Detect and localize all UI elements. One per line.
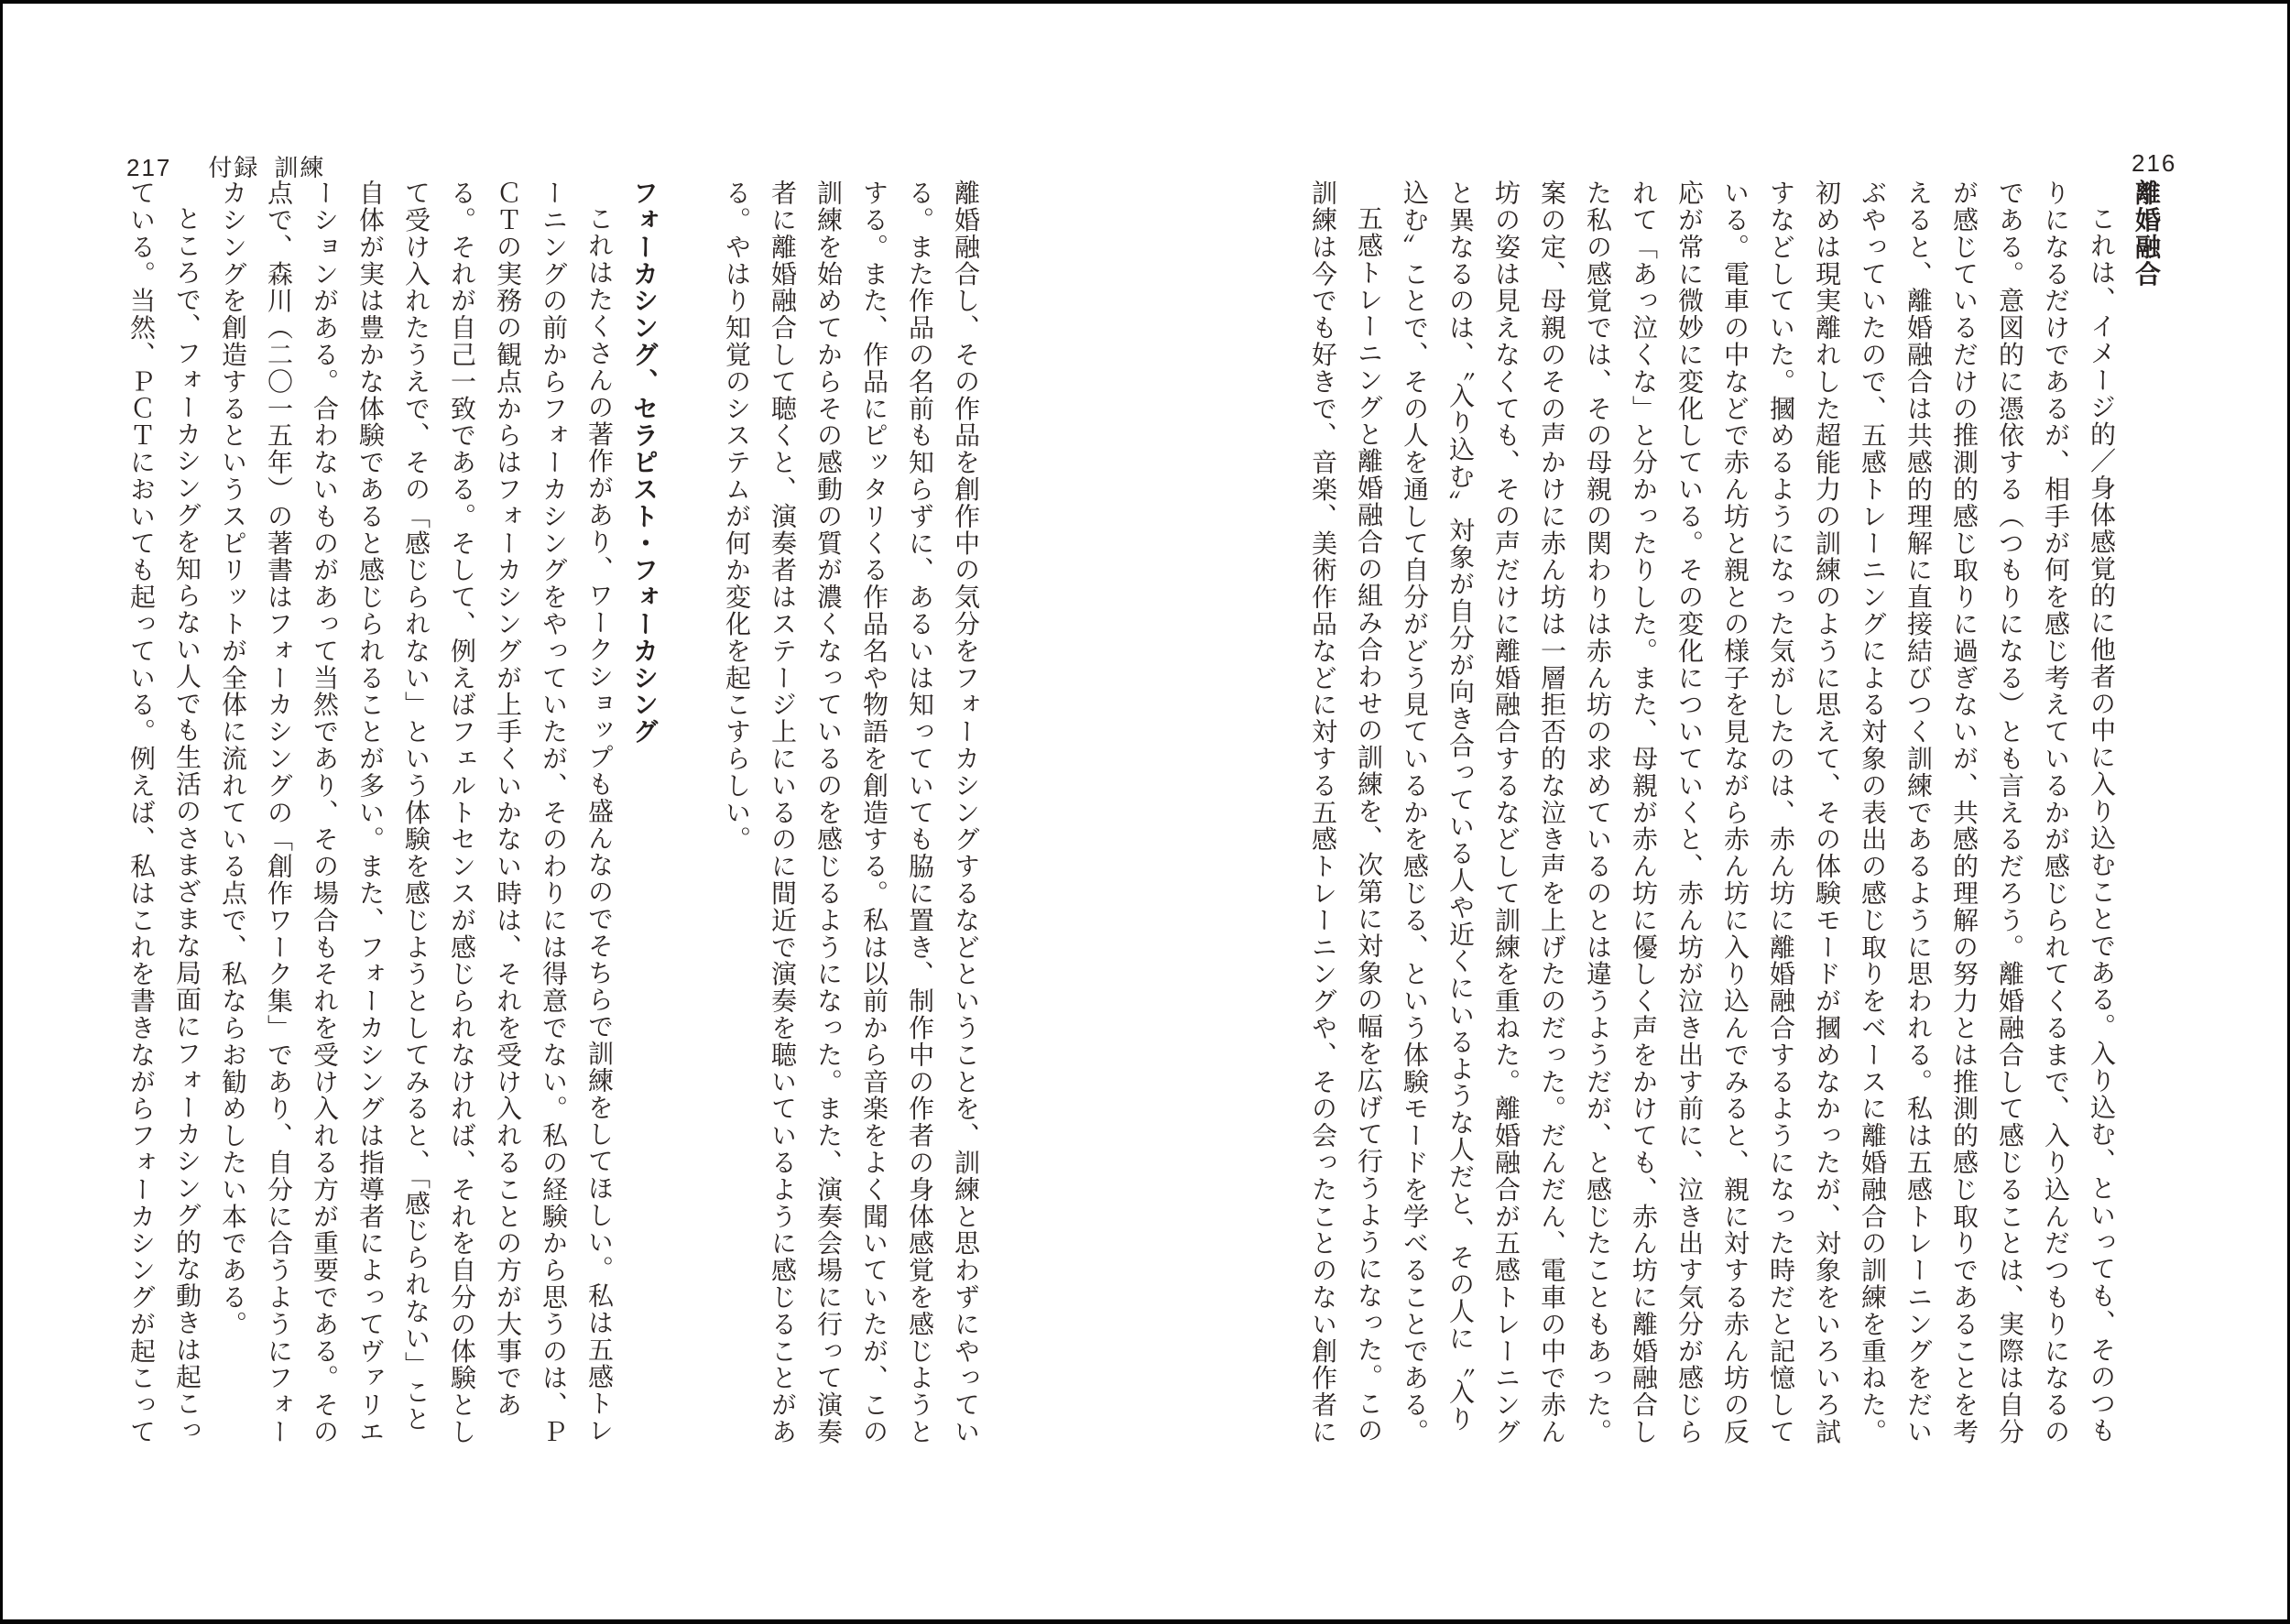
running-head-part: 付録: [208, 154, 260, 181]
section-heading-rikon-yugo: 離婚融合: [2132, 180, 2161, 288]
section-heading-focusing: フォーカシング、セラピスト・フォーカシング: [630, 180, 659, 746]
paragraph-rikon-yugo-2: 五感トレーニングと離婚融合の組み合わせの訓練を、次第に対象の幅を広げて行うようになった。この訓練は今でも好きで、音楽、美術作品などに対する五感トレーニングや、その会ったことのない創作者に: [1308, 180, 1382, 1445]
page-number-216: 216: [2132, 149, 2177, 177]
page-number-217: 217: [126, 154, 172, 181]
running-head-left: [126, 149, 325, 183]
page-216-text-block: [1299, 180, 2169, 1447]
running-head-right: [2132, 149, 2176, 178]
paragraph-continuation: 離婚融合し、その作品を創作中の気分をフォーカシングするなどということを、訓練と思わずにやっている。また作品の名前も知らずに、あるいは知っていても脇に置き、制作中の作者の身体感覚を感じようとする。また、作品にピッタリくる作品名や物語を創造する。私は以前から音楽をよく聞いていたが、この訓練を始めてからその感動の質が濃くなっているのを感じるようになった。また、演奏会場に行って演奏者に離婚融合して聴くと、演奏者はステージ上にいるのに間近で演奏を聴いているように感じることがある。やはり知覚のシステムが何か変化を起こすらしい。: [722, 180, 979, 1445]
running-head-chapter: 訓練: [274, 154, 326, 181]
paragraph-rikon-yugo-1: これは、イメージ的／身体感覚的に他者の中に入り込むことである。入り込む、といっても、そのつもりになるだけであるが、相手が何を感じ考えているかが感じられてくるまで、入り込んだつもりになるのである。意図的に憑依する（つもりになる）とも言えるだろう。離婚融合して感じることは、実際は自分が感じているだけの推測的感じ取りに過ぎないが、共感的理解の努力とは推測的感じ取りであることを考えると、離婚融合は共感的理解に直接結びつく訓練であるように思われる。私は五感トレーニングをだいぶやっていたので、五感トレーニングによる対象の表出の感じ取りをベースに離婚融合の訓練を重ねた。初めは現実離れした超能力の訓練のように思えて、その体験モードが摑めなかったが、対象をいろいろ試すなどしていた。摑めるようになった気がしたのは、赤ん坊に離婚融合するようになった時だと記憶している。電車の中などで赤ん坊と親との様子を見ながら赤ん坊に入り込んでみると、親に対する赤ん坊の反応が常に微妙に変化している。その変化についていくと、赤ん坊が泣き出す前に、泣き出す気分が感じられて「あっ泣くな」と分かったりした。また、母親が赤ん坊に優しく声をかけても、赤ん坊に離婚融合した私の感覚では、その母親の関わりは赤ん坊の求めているのとは違うようだが、と感じたこともあった。案の定、母親のその声かけに赤ん坊は一層拒否的な泣き声を上げたのだった。だんだん、電車の中で赤ん坊の姿は見えなくても、その声だけに離婚融合するなどして訓練を重ねた。離婚融合が五感トレーニングと異なるのは、〝入り込む〟対象が自分が向き合っている人や近くにいるような人だと、その人に〝入り込む〟ことで、その人を通して自分がどう見ているかを感じる、という体験モードを学べることである。: [1400, 180, 2115, 1445]
page-217-text-block: [117, 180, 987, 1447]
paragraph-focusing-1: これはたくさんの著作があり、ワークショップも盛んなのでそちらで訓練をしてほしい。私は五感トレーニングの前からフォーカシングをやっていたが、そのわりには得意でない。私の経験から思うのは、ＰＣＴの実務の観点からはフォーカシングが上手くいかない時は、それを受け入れることの方が大事である。それが自己一致である。そして、例えばフェルトセンスが感じられなければ、それを自分の体験として受け入れたうえで、その「感じられない」という体験を感じようとしてみると、「感じられない」こと自体が実は豊かな体験であると感じられることが多い。また、フォーカシングは指導者によってヴァリエーションがある。合わないものがあって当然であり、その場合もそれを受け入れる方が重要である。その点で、森川（二〇一五年）の著書はフォーカシングの「創作ワーク集」であり、自分に合うようにフォーカシングを創造するというスピリットが全体に流れている点で、私ならお勧めしたい本である。: [218, 180, 613, 1445]
paragraph-focusing-2: ところで、フォーカシングを知らない人でも生活のさまざまな局面にフォーカシング的な動きは起こっている。当然、ＰＣＴにおいても起っている。例えば、私はこれを書きながらフォーカシングが起こって: [126, 180, 201, 1445]
